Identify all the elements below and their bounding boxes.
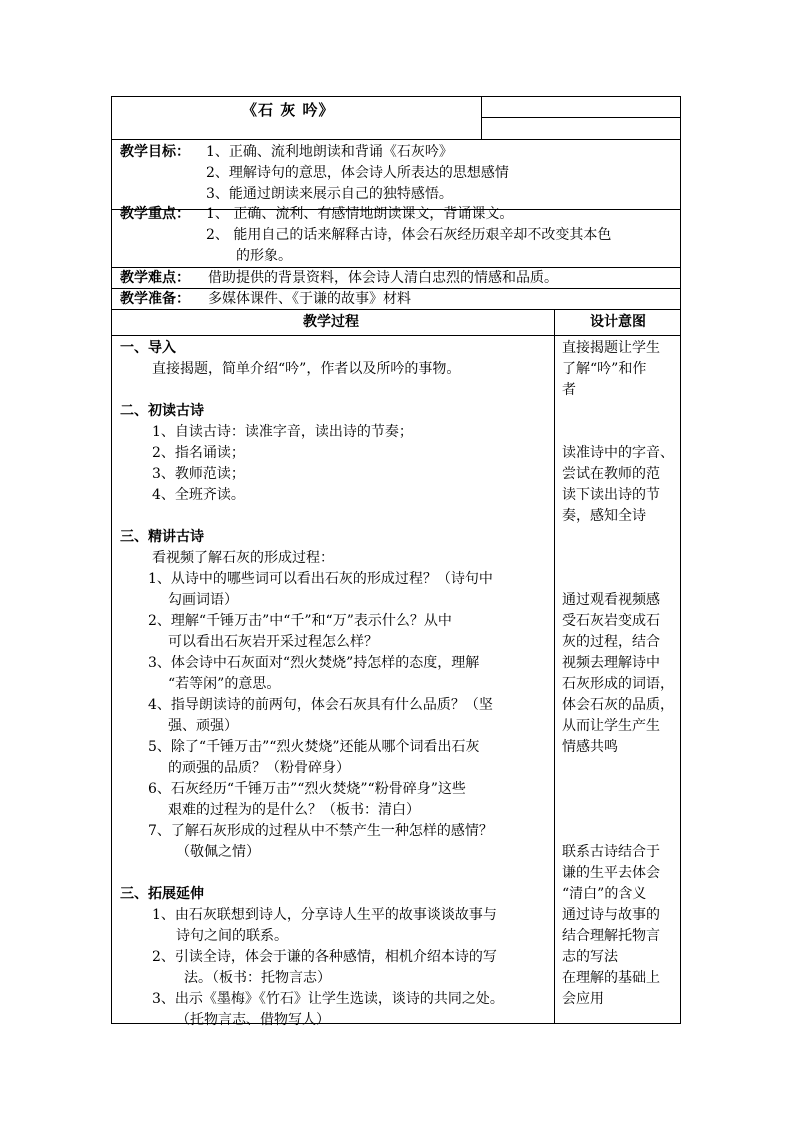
list-item: 2、引读全诗，体会于谦的各种感情，相机介绍本诗的写 xyxy=(152,949,497,965)
list-item: 3、教师范读； xyxy=(152,466,245,482)
row-rule xyxy=(112,139,680,140)
intent-note: 体会石灰的品质， xyxy=(562,697,674,713)
difficulty-text: 借助提供的背景资料，体会诗人清白忠烈的情感和品质。 xyxy=(208,270,558,286)
list-item: 1、自读古诗：读准字音，读出诗的节奏； xyxy=(152,424,413,440)
list-item: 强、顽强） xyxy=(168,718,238,734)
list-item: 可以看出石灰岩开采过程怎么样？ xyxy=(168,634,378,650)
section-text: 直接揭题，简单介绍“吟”，作者以及所吟的事物。 xyxy=(152,361,461,377)
intent-header: 设计意图 xyxy=(590,314,646,330)
row-rule xyxy=(112,335,680,336)
list-item: 3、体会诗中石灰面对“烈火焚烧”持怎样的态度，理解 xyxy=(148,655,480,671)
goal-item: 2、理解诗句的意思，体会诗人所表达的思想感情 xyxy=(206,165,509,181)
intent-note: 受石灰岩变成石 xyxy=(562,613,660,629)
intent-note: 读下读出诗的节 xyxy=(562,487,660,503)
intent-note: 读准诗中的字音、 xyxy=(562,445,674,461)
section-title: 二、初读古诗 xyxy=(120,403,204,419)
intent-note: 灰的过程，结合 xyxy=(562,634,660,650)
intent-note: 了解“吟”和作 xyxy=(562,361,647,377)
list-item: 5、除了“千锤万击”“烈火焚烧”还能从哪个词看出石灰 xyxy=(148,739,480,755)
prep-label: 教学准备： xyxy=(120,291,190,307)
intent-note: 通过观看视频感 xyxy=(562,592,660,608)
column-divider xyxy=(554,309,555,1023)
list-item: 3、出示《墨梅》《竹石》让学生选读，谈诗的共同之处。 xyxy=(152,991,504,1007)
list-item: 1、从诗中的哪些词可以看出石灰的形成过程？（诗句中 xyxy=(148,571,493,587)
list-item: 2、指名诵读； xyxy=(152,445,245,461)
difficulty-label: 教学难点： xyxy=(120,270,190,286)
list-item: 勾画词语） xyxy=(168,592,238,608)
intent-note: 在理解的基础上 xyxy=(562,970,660,986)
goals-label: 教学目标： xyxy=(120,144,190,160)
list-item: 的顽强的品质？（粉骨碎身） xyxy=(168,760,350,776)
list-item: 法。（板书：托物言志） xyxy=(184,970,331,986)
intent-note: 志的写法 xyxy=(562,949,618,965)
intent-note: 通过诗与故事的 xyxy=(562,907,660,923)
intent-note: 石灰形成的词语， xyxy=(562,676,674,692)
key-point-item: 的形象。 xyxy=(236,248,292,264)
section-title: 三、拓展延伸 xyxy=(120,886,204,902)
key-point-item: 1、 正确、流利、有感情地朗读课文，背诵课文。 xyxy=(206,206,514,222)
list-item: （敬佩之情） xyxy=(176,844,260,860)
goal-item: 1、正确、流利地朗读和背诵《石灰吟》 xyxy=(206,144,453,160)
list-item: 1、由石灰联想到诗人，分享诗人生平的故事谈谈故事与 xyxy=(152,907,497,923)
intent-note: 情感共鸣 xyxy=(562,739,618,755)
page-title: 《石 灰 吟》 xyxy=(242,101,335,119)
intent-note: 尝试在教师的范 xyxy=(562,466,660,482)
title-divider xyxy=(481,97,482,139)
prep-text: 多媒体课件、《于谦的故事》材料 xyxy=(208,291,411,307)
intent-note: 联系古诗结合于 xyxy=(562,844,660,860)
list-item: 7、了解石灰形成的过程从中不禁产生一种怎样的感情？ xyxy=(148,823,493,839)
list-item: 诗句之间的联系。 xyxy=(176,928,288,944)
list-item: 2、理解“千锤万击”中“千”和“万”表示什么？从中 xyxy=(148,613,452,629)
list-item: （托物言志、借物写人） xyxy=(176,1012,330,1028)
key-points-label: 教学重点： xyxy=(120,206,190,222)
intent-note: 会应用 xyxy=(562,991,604,1007)
list-item: 6、石灰经历“千锤万击”“烈火焚烧”“粉骨碎身”这些 xyxy=(148,781,466,797)
process-header: 教学过程 xyxy=(303,314,359,330)
key-point-item: 2、 能用自己的话来解释古诗，体会石灰经历艰辛却不改变其本色 xyxy=(206,227,612,243)
intent-note: 视频去理解诗中 xyxy=(562,655,660,671)
intent-note: 谦的生平去体会 xyxy=(562,865,660,881)
goal-item: 3、能通过朗读来展示自己的独特感悟。 xyxy=(206,186,453,202)
intent-note: 从而让学生产生 xyxy=(562,718,660,734)
title-right-split xyxy=(481,117,681,118)
intent-note: 结合理解托物言 xyxy=(562,928,660,944)
list-item: 4、全班齐读。 xyxy=(152,487,245,503)
intent-note: 者 xyxy=(562,382,576,398)
section-title: 一、导入 xyxy=(120,340,176,356)
list-item: 4、指导朗读诗的前两句，体会石灰具有什么品质？（坚 xyxy=(148,697,493,713)
section-intro: 看视频了解石灰的形成过程： xyxy=(152,550,334,566)
list-item: 艰难的过程为的是什么？（板书：清白） xyxy=(168,802,420,818)
row-rule xyxy=(112,309,680,310)
section-title: 三、精讲古诗 xyxy=(120,529,204,545)
lesson-plan-table xyxy=(111,96,681,1028)
intent-note: 直接揭题让学生 xyxy=(562,340,660,356)
intent-note: 奏，感知全诗 xyxy=(562,508,646,524)
list-item: “若等闲”的意思。 xyxy=(168,676,281,692)
intent-note: “清白”的含义 xyxy=(562,886,647,902)
